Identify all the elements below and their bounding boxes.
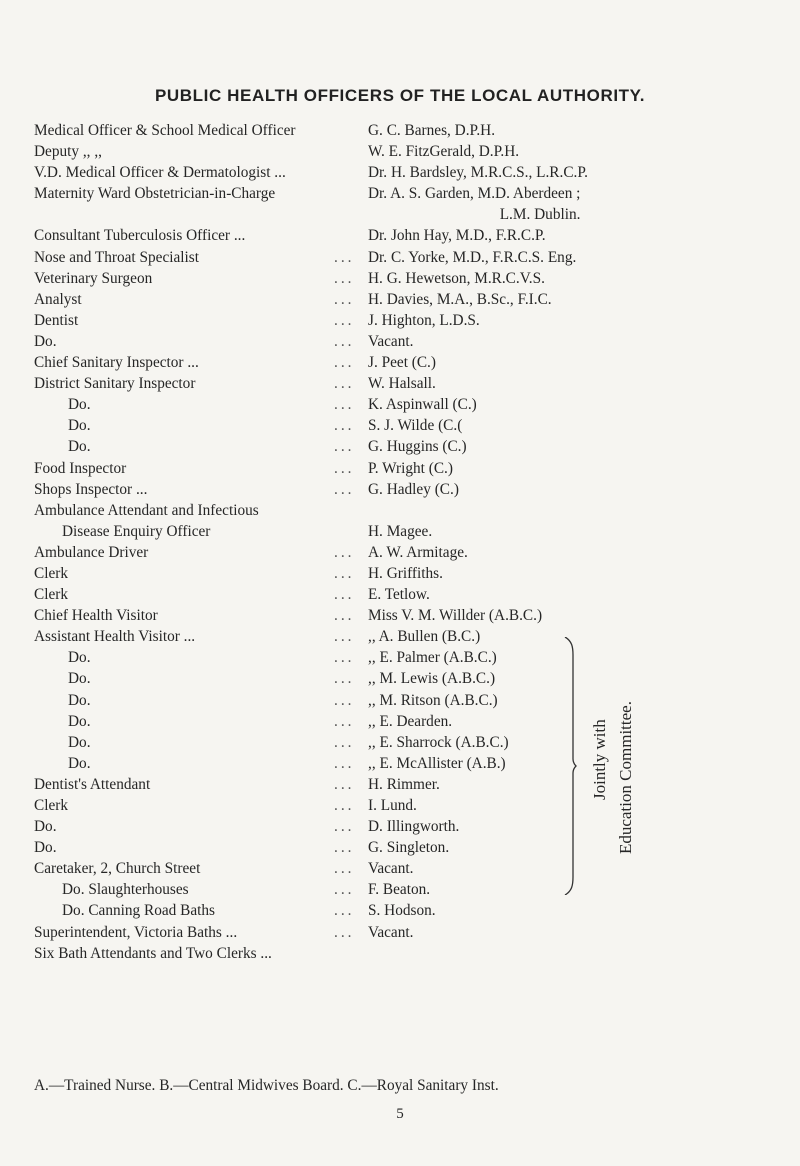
dot-leader: ... [334,543,355,561]
position-label: Analyst [34,290,82,308]
position-label: Clerk [34,586,68,604]
position-label: Do. [68,417,91,435]
officer-name: ,, M. Ritson (A.B.C.) [368,691,498,709]
officer-name: Vacant. [368,332,414,350]
officer-row [34,310,774,331]
position-label: Clerk [34,564,68,582]
dot-leader: ... [334,881,355,899]
officer-name: G. Singleton. [368,839,450,857]
position-label: Caretaker, 2, Church Street [34,860,201,878]
officer-name: K. Aspinwall (C.) [368,396,477,414]
dot-leader: ... [334,923,355,941]
dot-leader: ... [334,691,355,709]
officer-row [34,373,774,394]
officer-name: Vacant. [368,860,414,878]
position-label: Chief Sanitary Inspector ... [34,354,199,372]
position-label: Dentist's Attendant [34,775,151,793]
officer-name-line2: L.M. Dublin. [499,206,581,224]
dot-leader: ... [334,902,355,920]
officer-name: H. Magee. [368,522,433,540]
dot-leader: ... [334,818,355,836]
officer-row [34,753,774,774]
officer-name: A. W. Armitage. [368,543,468,561]
officer-row [34,922,774,943]
officer-name: Dr. C. Yorke, M.D., F.R.C.S. Eng. [368,248,577,266]
officer-name: G. Huggins (C.) [368,438,467,456]
officer-name: W. E. FitzGerald, D.P.H. [368,143,520,161]
officer-row [34,352,774,373]
officer-row [34,690,774,711]
dot-leader: ... [334,649,355,667]
officer-name: P. Wright (C.) [368,459,453,477]
officer-name: D. Illingworth. [368,818,460,836]
dot-leader: ... [334,712,355,730]
officer-row [34,795,774,816]
officer-row [34,837,774,858]
officer-name: ,, E. Dearden. [368,712,453,730]
officer-row [34,415,774,436]
officer-row [34,563,774,584]
officer-row [34,120,774,141]
dot-leader: ... [334,775,355,793]
officer-row [34,647,774,668]
officer-row [34,458,774,479]
dot-leader: ... [334,628,355,646]
officer-row [34,668,774,689]
position-label: Medical Officer & School Medical Officer [34,122,296,139]
position-label: Do. Slaughterhouses [62,881,189,899]
officer-row [34,711,774,732]
officer-name: ,, A. Bullen (B.C.) [368,628,481,646]
officer-row [34,141,774,162]
officer-name-line1: Dr. A. S. Garden, M.D. Aberdeen ; [368,185,581,203]
position-label: Veterinary Surgeon [34,269,153,287]
officer-name: Vacant. [368,923,414,941]
position-line1: Ambulance Attendant and Infectious [34,501,259,519]
officer-row [34,816,774,837]
officer-name: H. Rimmer. [368,775,440,793]
officer-row [34,542,774,563]
officer-name: G. C. Barnes, D.P.H. [368,122,496,139]
position-label: Do. [34,818,57,836]
position-line2: Disease Enquiry Officer [62,522,211,540]
dot-leader: ... [334,248,355,266]
officer-name: J. Highton, L.D.S. [368,311,480,329]
dot-leader: ... [334,754,355,772]
officer-row [34,943,774,964]
joint-committee-note [574,640,650,892]
position-label: District Sanitary Inspector [34,375,196,393]
officer-row [34,289,774,310]
officer-name: ,, E. Palmer (A.B.C.) [368,649,497,667]
position-label: Maternity Ward Obstetrician-in-Charge [34,185,276,203]
dot-leader: ... [334,733,355,751]
position-label: Do. Canning Road Baths [62,902,215,920]
officer-row [34,774,774,795]
dot-leader: ... [334,375,355,393]
officer-row [34,479,774,500]
dot-leader: ... [334,417,355,435]
position-label: Shops Inspector ... [34,480,148,498]
position-label: Do. [34,839,57,857]
officer-row [34,500,774,542]
officer-name: ,, E. Sharrock (A.B.C.) [368,733,509,751]
position-label: Ambulance Driver [34,543,149,561]
officer-row [34,183,774,225]
officer-name: Miss V. M. Willder (A.B.C.) [368,607,543,625]
officer-name: Dr. H. Bardsley, M.R.C.S., L.R.C.P. [368,164,588,182]
officer-name: J. Peet (C.) [368,354,436,372]
dot-leader: ... [334,396,355,414]
officer-name: I. Lund. [368,797,417,814]
officer-row [34,268,774,289]
officer-name: F. Beaton. [368,881,431,899]
position-label: Chief Health Visitor [34,607,158,625]
officer-row [34,394,774,415]
dot-leader: ... [334,480,355,498]
dot-leader: ... [334,564,355,582]
dot-leader: ... [334,607,355,625]
position-label: Nose and Throat Specialist [34,248,199,266]
dot-leader: ... [334,860,355,878]
footnote-legend: A.—Trained Nurse. B.—Central Midwives Board. C.—Royal Sanitary Inst. [34,1077,499,1094]
officer-name: ,, M. Lewis (A.B.C.) [368,670,496,688]
position-label: Do. [68,733,91,751]
dot-leader: ... [334,332,355,350]
officer-name [368,183,580,225]
officer-row [34,900,774,921]
joint-note-line2: Education Committee. [616,701,635,854]
page-number: 5 [396,1106,404,1122]
position-label: Do. [68,754,91,772]
officer-row [34,879,774,900]
position-label: Deputy ,, ,, [34,143,102,161]
officer-list [34,120,774,964]
dot-leader: ... [334,438,355,456]
officer-row [34,331,774,352]
position-label: Food Inspector [34,459,127,477]
position-label: Clerk [34,797,68,814]
dot-leader: ... [334,354,355,372]
officer-row [34,605,774,626]
officer-name: G. Hadley (C.) [368,480,459,498]
officer-name: ,, E. McAllister (A.B.) [368,754,506,772]
position-label: Do. [34,332,57,350]
officer-name: S. Hodson. [368,902,436,920]
dot-leader: ... [334,459,355,477]
position-label: Dentist [34,311,79,329]
dot-leader: ... [334,311,355,329]
officer-name: W. Halsall. [368,375,436,393]
dot-leader: ... [334,839,355,857]
position-label: V.D. Medical Officer & Dermatologist ... [34,164,286,182]
position-label: Do. [68,438,91,456]
officer-row [34,162,774,183]
position-label: Do. [68,670,91,688]
officer-row [34,225,774,246]
position-label: Six Bath Attendants and Two Clerks ... [34,944,272,962]
position-label: Do. [68,649,91,667]
position-label: Assistant Health Visitor ... [34,628,196,646]
officer-name: H. G. Hewetson, M.R.C.V.S. [368,269,545,287]
officer-row [34,247,774,268]
position-label: Superintendent, Victoria Baths ... [34,923,238,941]
officer-row [34,436,774,457]
officer-name: Dr. John Hay, M.D., F.R.C.P. [368,227,546,245]
officer-name: S. J. Wilde (C.( [368,417,463,435]
position-label: Consultant Tuberculosis Officer ... [34,227,246,245]
officer-row [34,858,774,879]
position-label: Do. [68,396,91,414]
officer-row [34,732,774,753]
officer-row [34,584,774,605]
dot-leader: ... [334,269,355,287]
dot-leader: ... [334,797,355,814]
dot-leader: ... [334,670,355,688]
dot-leader: ... [334,290,355,308]
position-label: Do. [68,691,91,709]
position-label: Do. [68,712,91,730]
officer-name: H. Davies, M.A., B.Sc., F.I.C. [368,290,552,308]
officer-name: H. Griffiths. [368,564,443,582]
officer-name: E. Tetlow. [368,586,430,604]
dot-leader: ... [334,586,355,604]
officer-row [34,626,774,647]
page-heading: PUBLIC HEALTH OFFICERS OF THE LOCAL AUTHORITY. [154,86,646,105]
joint-note-line1: Jointly with [590,719,609,800]
